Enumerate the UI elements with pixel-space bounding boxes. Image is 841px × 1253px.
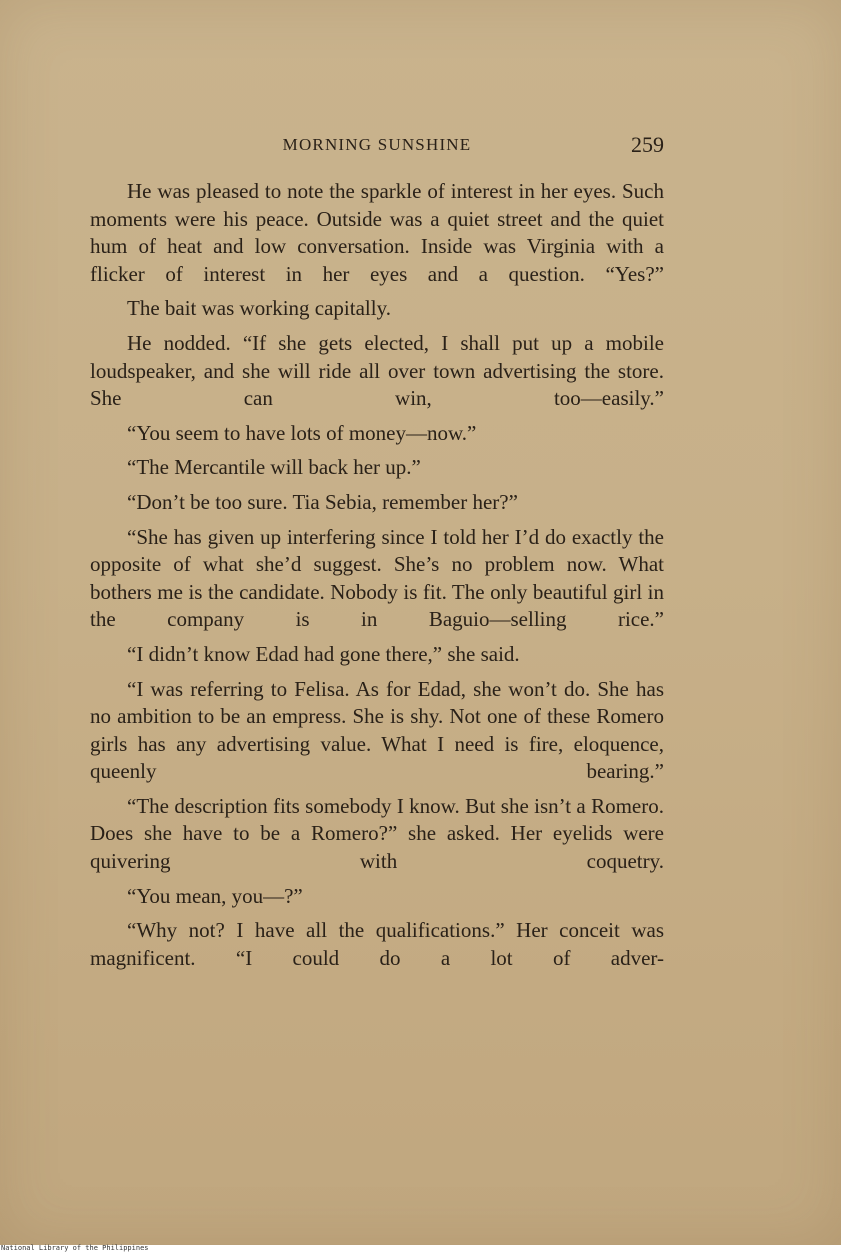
- paragraph: “You mean, you—?”: [127, 883, 303, 908]
- paragraph: The bait was working capitally.: [127, 296, 391, 321]
- paragraph: He nodded. “If she gets elected, I shall put up a mobile loudspeaker, and she will ride all over town advertising the store. She can win, too—easily.”: [90, 330, 664, 411]
- paragraph: “She has given up interfering since I told her I’d do exactly the opposite of what she’d suggest. She’s no problem now. What bothers me is the candidate. Nobody is fit. The only beautiful girl in the company is in Baguio—selling rice.”: [90, 524, 664, 632]
- paragraph: “I didn’t know Edad had gone there,” she said.: [127, 641, 520, 666]
- paragraph: “The description fits somebody I know. But she isn’t a Romero. Does she have to be a Romero?” she asked. Her eyelids were quivering with coquetry.: [90, 793, 664, 874]
- paragraph: “I was referring to Felisa. As for Edad, she won’t do. She has no ambition to be an empress. She is shy. Not one of these Romero girls has any advertising value. What I need is fire, eloquence, queenly bearing.”: [90, 676, 664, 784]
- page-header: [90, 132, 664, 160]
- library-credit: National Library of the Philippines: [1, 1244, 149, 1252]
- paragraph: “Don’t be too sure. Tia Sebia, remember her?”: [127, 489, 518, 514]
- paragraph: He was pleased to note the sparkle of interest in her eyes. Such moments were his peace. Outside was a quiet street and the quiet hum of heat and low conversation. Inside was Virginia with a flicker of interest in her eyes and a question. “Yes?”: [90, 179, 664, 286]
- paragraph: “You seem to have lots of money—now.”: [127, 420, 477, 445]
- body-text: [90, 178, 664, 979]
- running-title: MORNING SUNSHINE: [282, 135, 472, 154]
- paragraph: “Why not? I have all the qualifications.” Her conceit was magnificent. “I could do a lot of adver-: [90, 918, 664, 970]
- page-number: 259: [631, 132, 664, 157]
- paragraph: “The Mercantile will back her up.”: [127, 455, 421, 480]
